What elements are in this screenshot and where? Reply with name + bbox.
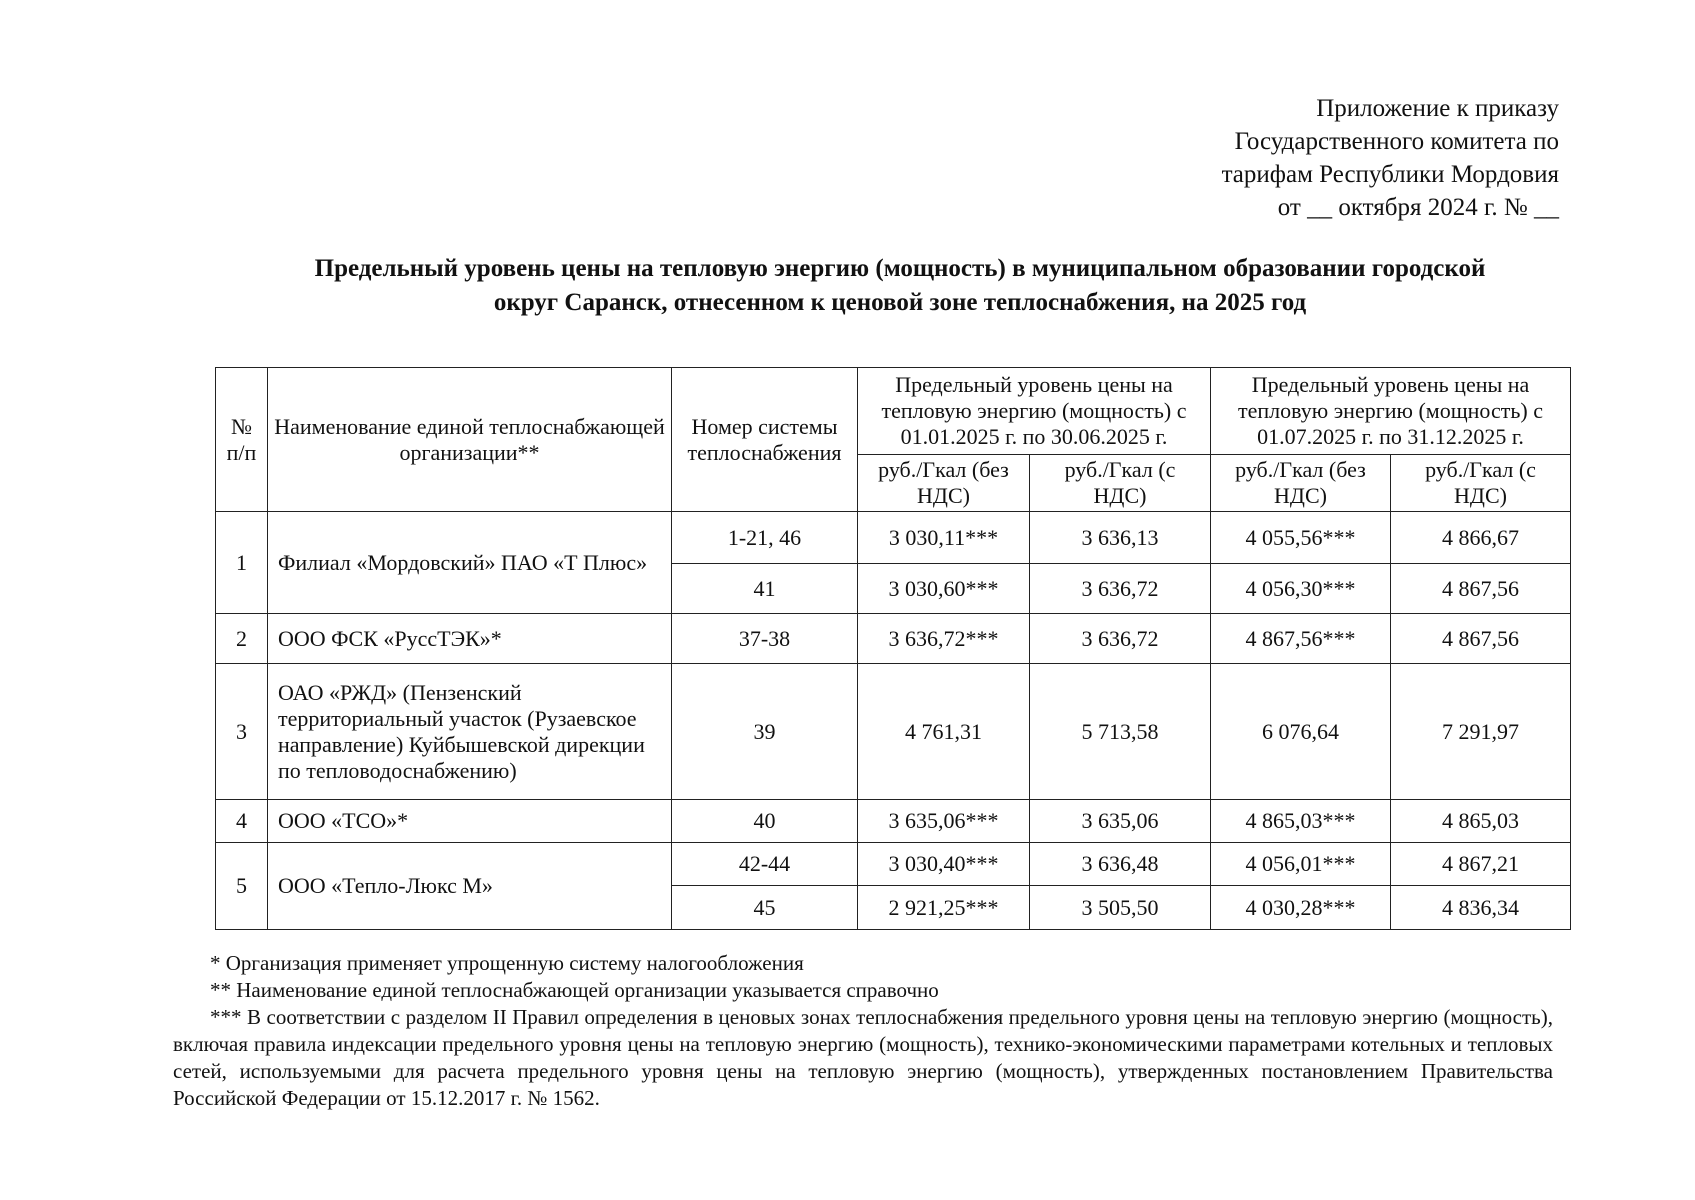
- cell-p1-no-vat: 2 921,25***: [858, 886, 1030, 930]
- cell-org-name: ООО ФСК «РуссТЭК»*: [268, 614, 672, 664]
- cell-p1-vat: 3 505,50: [1030, 886, 1211, 930]
- document-header: [1039, 92, 1559, 224]
- table-header-row: [216, 368, 1571, 455]
- cell-num: 2: [216, 614, 268, 664]
- cell-num: 1: [216, 512, 268, 614]
- cell-p2-no-vat: 4 030,28***: [1211, 886, 1391, 930]
- footnotes: [173, 950, 1553, 1112]
- col-header-no-vat: руб./Гкал (без НДС): [858, 455, 1030, 512]
- cell-system: 1-21, 46: [672, 512, 858, 564]
- cell-p1-vat: 3 636,72: [1030, 614, 1211, 664]
- cell-p1-no-vat: 3 636,72***: [858, 614, 1030, 664]
- document-title: [230, 252, 1570, 320]
- cell-p1-vat: 3 635,06: [1030, 800, 1211, 843]
- cell-system: 40: [672, 800, 858, 843]
- header-line: от __ октября 2024 г. № __: [1277, 194, 1559, 221]
- col-header-with-vat: руб./Гкал (с НДС): [1391, 455, 1571, 512]
- cell-p2-no-vat: 4 056,30***: [1211, 564, 1391, 614]
- cell-p1-no-vat: 4 761,31: [858, 664, 1030, 800]
- col-header-name: Наименование единой теплоснабжающей организации**: [268, 368, 672, 512]
- cell-p1-vat: 3 636,72: [1030, 564, 1211, 614]
- col-header-period2: Предельный уровень цены на тепловую энергию (мощность) с 01.07.2025 г. по 31.12.2025 г.: [1211, 368, 1571, 455]
- cell-p2-vat: 4 867,56: [1391, 564, 1571, 614]
- cell-system: 41: [672, 564, 858, 614]
- col-header-period1: Предельный уровень цены на тепловую энергию (мощность) с 01.01.2025 г. по 30.06.2025 г.: [858, 368, 1211, 455]
- cell-org-name: ОАО «РЖД» (Пензенский территориальный участок (Рузаевское направление) Куйбышевской дирекции по тепловодоснабжению): [268, 664, 672, 800]
- table-row: [216, 512, 1571, 564]
- cell-p1-no-vat: 3 030,11***: [858, 512, 1030, 564]
- cell-p2-vat: 4 867,21: [1391, 843, 1571, 886]
- col-header-system: Номер системы теплоснабжения: [672, 368, 858, 512]
- cell-p2-no-vat: 4 055,56***: [1211, 512, 1391, 564]
- header-line: Приложение к приказу: [1316, 95, 1559, 122]
- cell-p2-vat: 7 291,97: [1391, 664, 1571, 800]
- title-line: округ Саранск, отнесенном к ценовой зоне теплоснабжения, на 2025 год: [493, 289, 1307, 316]
- cell-p1-vat: 3 636,13: [1030, 512, 1211, 564]
- cell-p2-no-vat: 6 076,64: [1211, 664, 1391, 800]
- col-header-no-vat: руб./Гкал (без НДС): [1211, 455, 1391, 512]
- cell-system: 45: [672, 886, 858, 930]
- cell-num: 3: [216, 664, 268, 800]
- cell-p2-no-vat: 4 056,01***: [1211, 843, 1391, 886]
- table-row: [216, 664, 1571, 800]
- cell-p2-no-vat: 4 865,03***: [1211, 800, 1391, 843]
- cell-p1-vat: 3 636,48: [1030, 843, 1211, 886]
- cell-p1-vat: 5 713,58: [1030, 664, 1211, 800]
- cell-num: 5: [216, 843, 268, 930]
- table-row: [216, 843, 1571, 886]
- title-line: Предельный уровень цены на тепловую энергию (мощность) в муниципальном образовании городской: [314, 255, 1486, 282]
- cell-p2-no-vat: 4 867,56***: [1211, 614, 1391, 664]
- header-line: тарифам Республики Мордовия: [1221, 161, 1559, 188]
- footnote: * Организация применяет упрощенную систему налогообложения: [210, 951, 804, 975]
- cell-p1-no-vat: 3 635,06***: [858, 800, 1030, 843]
- cell-system: 39: [672, 664, 858, 800]
- footnote: *** В соответствии с разделом II Правил определения в ценовых зонах теплоснабжения предельного уровня цены на тепловую энергию (мощность), включая правила индексации предельного уровня цены на тепловую энергию (мощность), технико-экономическими параметрами котельных и тепловых сетей, используемыми для расчета предельного уровня цены на тепловую энергию (мощность), утвержденных постановлением Правительства Российской Федерации от 15.12.2017 г. № 1562.: [173, 1005, 1553, 1110]
- table-row: [216, 614, 1571, 664]
- cell-p2-vat: 4 865,03: [1391, 800, 1571, 843]
- header-line: Государственного комитета по: [1234, 128, 1559, 155]
- table-row: [216, 800, 1571, 843]
- cell-p2-vat: 4 866,67: [1391, 512, 1571, 564]
- col-header-num: № п/п: [216, 368, 268, 512]
- cell-p1-no-vat: 3 030,40***: [858, 843, 1030, 886]
- cell-org-name: ООО «Тепло-Люкс М»: [268, 843, 672, 930]
- tariff-table: [215, 367, 1571, 930]
- cell-system: 37-38: [672, 614, 858, 664]
- cell-p2-vat: 4 836,34: [1391, 886, 1571, 930]
- cell-system: 42-44: [672, 843, 858, 886]
- cell-num: 4: [216, 800, 268, 843]
- col-header-with-vat: руб./Гкал (с НДС): [1030, 455, 1211, 512]
- cell-org-name: ООО «ТСО»*: [268, 800, 672, 843]
- footnote: ** Наименование единой теплоснабжающей организации указывается справочно: [210, 978, 939, 1002]
- cell-p1-no-vat: 3 030,60***: [858, 564, 1030, 614]
- cell-p2-vat: 4 867,56: [1391, 614, 1571, 664]
- cell-org-name: Филиал «Мордовский» ПАО «Т Плюс»: [268, 512, 672, 614]
